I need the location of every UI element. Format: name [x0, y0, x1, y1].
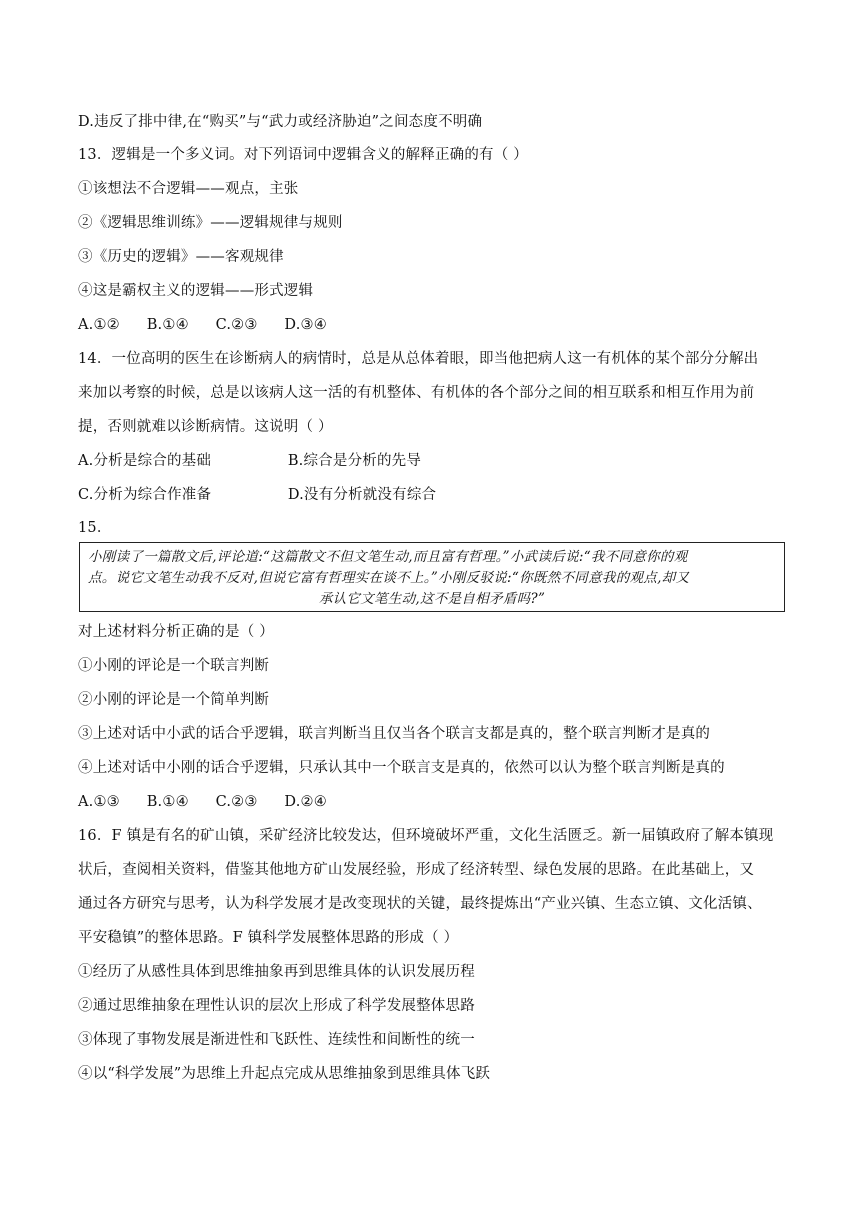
- q14-options-row-1: [78, 451, 794, 471]
- q16-item-2: ②通过思维抽象在理性认识的层次上形成了科学发展整体思路: [78, 998, 475, 1014]
- q15-option-d: D.②④: [284, 794, 327, 810]
- q13-item-4: ④这是霸权主义的逻辑——形式逻辑: [78, 283, 314, 299]
- q16-stem-line-2: 状后，查阅相关资料，借鉴其他地方矿山发展经验，形成了经济转型、绿色发展的思路。在此基础上，又: [78, 862, 755, 878]
- q13-item-1: ①该想法不合逻辑——观点，主张: [78, 181, 299, 197]
- q13-item-3: ③《历史的逻辑》——客观规律: [78, 249, 284, 265]
- q15-option-c: C.②③: [215, 794, 258, 810]
- q15-material-row-3: 承认它文笔生动,这不是自相矛盾吗?”: [318, 591, 546, 607]
- q16-stem-line-3: 通过各方研究与思考，认为科学发展才是改变现状的关键，最终提炼出“产业兴镇、生态立镇、文化活镇、: [78, 896, 762, 912]
- q15-item-4: ④上述对话中小刚的话合乎逻辑，只承认其中一个联言支是真的，依然可以认为整个联言判断是真的: [78, 760, 725, 776]
- q13-option-c: C.②③: [215, 317, 258, 333]
- q15-material-row-1: 小刚读了一篇散文后,评论道:“这篇散文不但文笔生动,而且富有哲理。”小武读后说:“我不同意你的观: [88, 549, 688, 565]
- q13-option-b: B.①④: [146, 317, 189, 333]
- q16-stem-line-1: 16．F 镇是有名的矿山镇，采矿经济比较发达，但环境破坏严重，文化生活匮乏。新一届镇政府了解本镇现: [78, 828, 774, 844]
- q16-item-3: ③体现了事物发展是渐进性和飞跃性、连续性和间断性的统一: [78, 1032, 475, 1048]
- q13-option-a: A.①②: [78, 317, 120, 333]
- q15-material-box: [79, 542, 785, 612]
- q13-option-d: D.③④: [284, 317, 327, 333]
- q13-item-2: ②《逻辑思维训练》——逻辑规律与规则: [78, 215, 343, 231]
- q14-stem-line-2: 来加以考察的时候，总是以该病人这一活的有机整体、有机体的各个部分之间的相互联系和相互作用为前: [78, 385, 755, 401]
- q14-options-row-2: [78, 485, 794, 505]
- q15-option-a: A.①③: [78, 794, 120, 810]
- q14-option-b: B.综合是分析的先导: [287, 453, 422, 469]
- q14-stem-line-1: 14．一位高明的医生在诊断病人的病情时，总是从总体着眼，即当他把病人这一有机体的某个部分分解出: [78, 351, 759, 367]
- q14-stem-line-3: 提，否则就难以诊断病情。这说明（ ）: [78, 419, 333, 435]
- q15-item-3: ③上述对话中小武的话合乎逻辑，联言判断当且仅当各个联言支都是真的，整个联言判断才是真的: [78, 726, 711, 742]
- q15-option-b: B.①④: [146, 794, 189, 810]
- q16-item-1: ①经历了从感性具体到思维抽象再到思维具体的认识发展历程: [78, 964, 475, 980]
- q15-item-2: ②小刚的评论是一个简单判断: [78, 692, 270, 708]
- q14-option-a: A.分析是综合的基础: [78, 453, 212, 469]
- q15-stem: 对上述材料分析正确的是（ ）: [78, 624, 274, 640]
- q14-option-d: D.没有分析就没有综合: [287, 487, 437, 503]
- q15-item-1: ①小刚的评论是一个联言判断: [78, 658, 270, 674]
- q13-stem: 13．逻辑是一个多义词。对下列语词中逻辑含义的解释正确的有（ ）: [78, 147, 528, 163]
- q15-options: [78, 792, 794, 812]
- q15-material-row-2: 点。说它文笔生动我不反对,但说它富有哲理实在谈不上。”小刚反驳说:“你既然不同意我的观点,却又: [88, 570, 690, 586]
- q16-item-4: ④以“科学发展”为思维上升起点完成从思维抽象到思维具体飞跃: [78, 1066, 491, 1082]
- q12-option-d: D.违反了排中律,在“购买”与“武力或经济胁迫”之间态度不明确: [78, 114, 483, 130]
- q16-stem-line-4: 平安稳镇”的整体思路。F 镇科学发展整体思路的形成（ ）: [78, 930, 459, 946]
- q13-options: [78, 315, 794, 335]
- q14-option-c: C.分析为综合作准备: [78, 487, 212, 503]
- q15-number: 15．: [78, 520, 112, 536]
